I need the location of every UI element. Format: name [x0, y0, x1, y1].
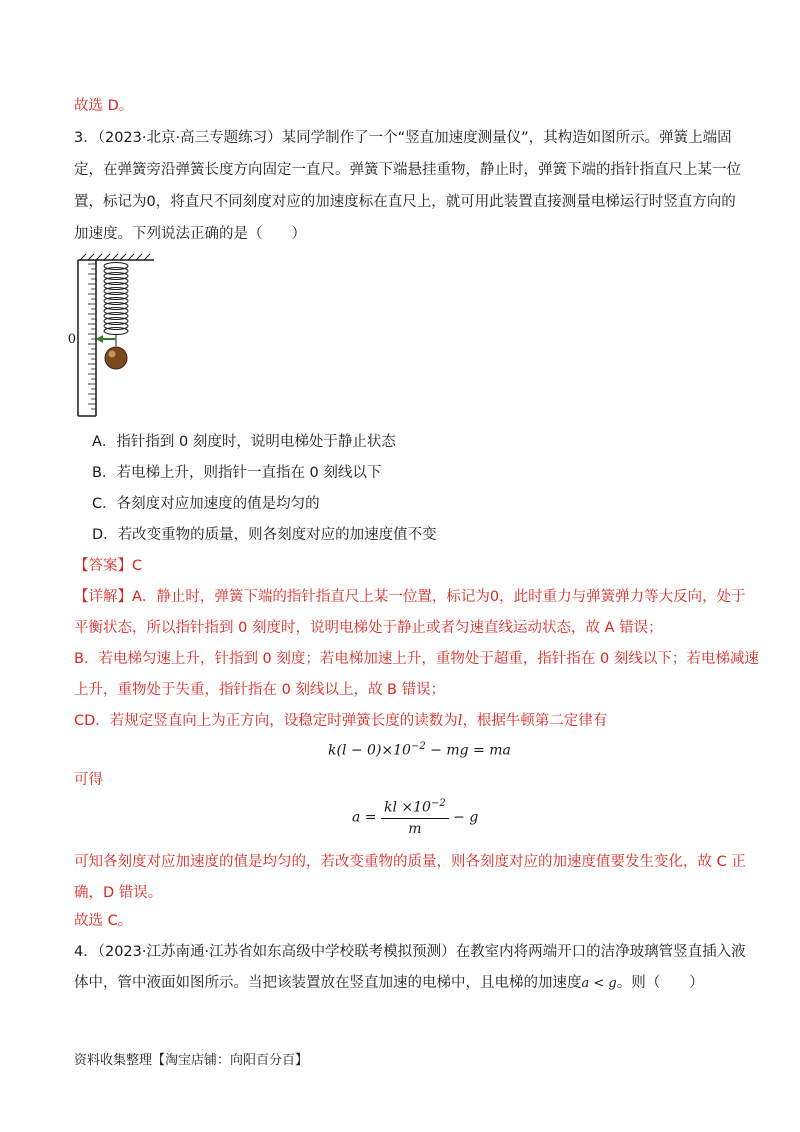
acceleration-meter-figure	[67, 254, 158, 420]
kede-label: 可得	[74, 772, 103, 788]
detail-line: 平衡状态，所以指针指到 0 刻度时，说明电梯处于静止或者匀速直线运动状态，故 A 错误；	[74, 620, 663, 636]
ceiling	[78, 254, 154, 260]
zero-label: 0	[67, 332, 76, 347]
detail-line: 上升，重物处于失重，指针指在 0 刻线以上，故 B 错误；	[74, 682, 446, 698]
formula-acceleration: a = $\frac{kl \times 10^{-2}}{m}$ − g	[352, 798, 479, 837]
q3-stem-line: 3．（2023·北京·高三专题练习）某同学制作了一个“竖直加速度测量仪”，其构造如图所示。弹簧上端固	[74, 130, 732, 146]
detail-text: CD．若规定竖直向上为正方向，设稳定时弹簧长度的读数为	[74, 713, 458, 729]
option-a[interactable]: A．指针指到 0 刻度时，说明电梯处于静止状态	[92, 434, 396, 450]
final-answer: 故选 C。	[74, 913, 133, 929]
answer: 【答案】C	[74, 558, 143, 574]
footer: 资料收集整理【淘宝店铺：向阳百分百】	[74, 1053, 309, 1068]
option-d[interactable]: D．若改变重物的质量，则各刻度对应的加速度值不变	[92, 527, 437, 543]
option-b[interactable]: B．若电梯上升，则指针一直指在 0 刻线以下	[92, 465, 382, 481]
pointer	[96, 335, 116, 343]
length-variable: l	[457, 713, 463, 729]
conclusion-line: 确，D 错误。	[74, 885, 163, 901]
prev-answer: 故选 D。	[74, 98, 134, 114]
spring	[104, 263, 128, 347]
detail-line-cd	[74, 711, 607, 731]
fraction-numerator: kl $\times 10^{-2}$	[381, 798, 449, 819]
q3-stem-line: 置，标记为0，将直尺不同刻度对应的加速度标在直尺上，就可用此装置直接测量电梯运行时竖直方向的	[74, 194, 736, 210]
detail-tail: ，根据牛顿第二定律有	[462, 713, 608, 729]
weight-ball	[105, 347, 127, 369]
ruler	[78, 260, 96, 416]
detail-line: 【详解】A．静止时，弹簧下端的指针指直尺上某一位置，标记为0，此时重力与弹簧弹力等大反向，处于	[74, 589, 746, 605]
q3-stem-line: 加速度。下列说法正确的是（ ）	[74, 226, 306, 242]
conclusion-line: 可知各刻度对应加速度的值是均匀的，若改变重物的质量，则各刻度对应的加速度值要发生变化，故 C 正	[74, 854, 746, 870]
q3-stem-line: 定，在弹簧旁沿弹簧长度方向固定一直尺。弹簧下端悬挂重物，静止时，弹簧下端的指针指直尺上某一位	[74, 162, 741, 178]
inline-math: a < g	[581, 976, 617, 991]
q4-stem-line: 4．（2023·江苏南通·江苏省如东高级中学校联考模拟预测）在教室内将两端开口的洁净玻璃管竖直插入液	[74, 944, 746, 960]
fraction	[381, 798, 449, 837]
detail-line: B．若电梯匀速上升，针指到 0 刻度；若电梯加速上升，重物处于超重，指针指在 0 刻线以下；若电梯减速	[74, 651, 759, 667]
formula-newton: $k(l - 0)\times 10^{-2}$ − mg = ma	[328, 741, 511, 759]
option-c[interactable]: C．各刻度对应加速度的值是均匀的	[92, 496, 320, 512]
q4-stem-line: 体中，管中液面如图所示。当把该装置放在竖直加速的电梯中，且电梯的加速度a < g。则（ ）	[74, 975, 704, 991]
fraction-denominator: m	[408, 820, 422, 837]
